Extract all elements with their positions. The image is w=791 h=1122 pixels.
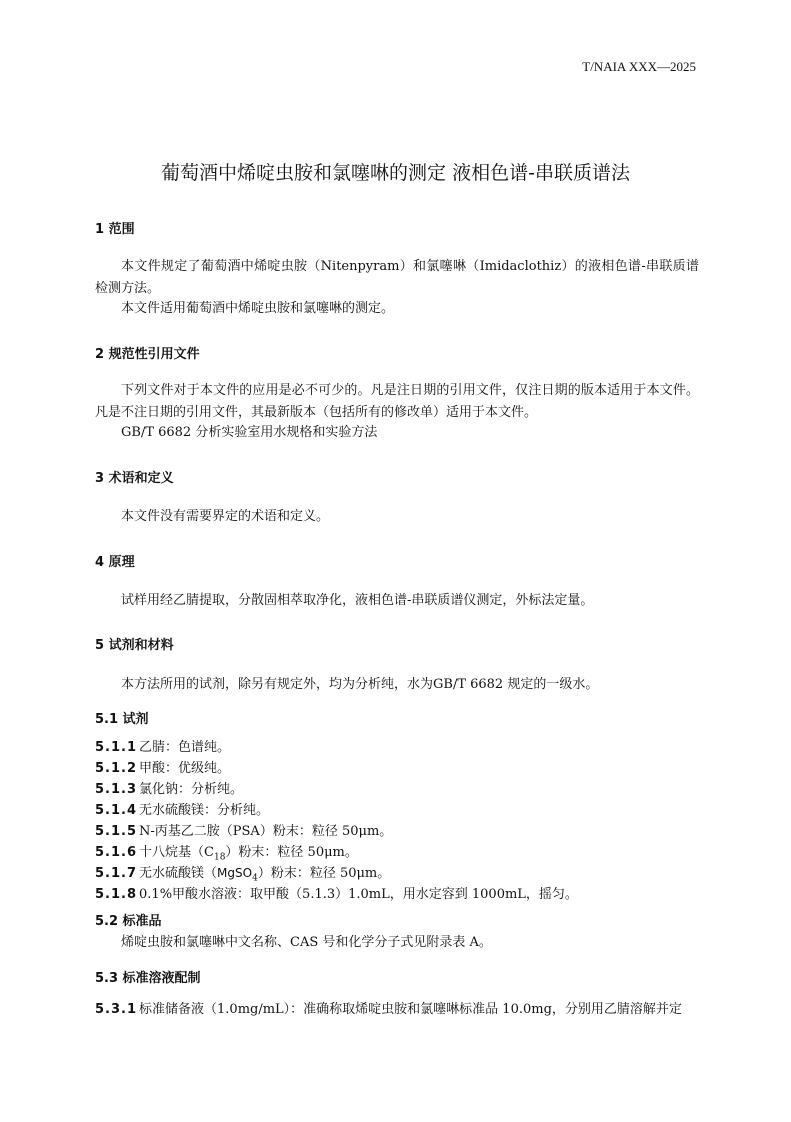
item-number: 5.1.7	[95, 866, 138, 881]
section-5-1-heading: 5.1 试剂	[95, 712, 149, 727]
section-5-2-heading: 5.2 标准品	[95, 914, 162, 929]
section-1-heading: 1 范围	[95, 222, 135, 237]
section-2-paragraph-1: 下列文件对于本文件的应用是必不可少的。凡是注日期的引用文件，仅注日期的版本适用于本文件。凡是不注日期的引用文件，其最新版本（包括所有的修改单）适用于本文件。	[95, 383, 699, 420]
section-2-heading: 2 规范性引用文件	[95, 347, 200, 362]
subscript: 4	[252, 873, 258, 884]
reagent-item	[95, 799, 269, 818]
reagent-item	[95, 736, 230, 755]
item-text-pre: 十八烷基（C	[139, 845, 214, 860]
document-title: 葡萄酒中烯啶虫胺和氯噻啉的测定 液相色谱-串联质谱法	[161, 162, 630, 184]
reagent-item	[95, 820, 392, 839]
section-3-paragraph: 本文件没有需要界定的术语和定义。	[121, 509, 330, 524]
item-text-pre: 无水硫酸镁（	[139, 866, 218, 881]
item-number: 5.1.6	[95, 845, 138, 860]
document-number: T/NAIA XXX—2025	[582, 59, 696, 74]
item-text: 0.1%甲酸水溶液：取甲酸（5.1.3）1.0mL，用水定容到 1000mL，摇匀。	[139, 887, 578, 902]
item-number: 5.1.5	[95, 824, 138, 839]
reagent-item	[95, 778, 243, 797]
section-5-2-paragraph: 烯啶虫胺和氯噻啉中文名称、CAS 号和化学分子式见附录表 A。	[121, 935, 492, 950]
item-text: 无水硫酸镁：分析纯。	[139, 803, 270, 818]
section-1-paragraph-2: 本文件适用葡萄酒中烯啶虫胺和氯噻啉的测定。	[121, 301, 395, 316]
item-number: 5.1.4	[95, 803, 138, 818]
section-3-heading: 3 术语和定义	[95, 471, 174, 486]
section-5-paragraph: 本方法所用的试剂，除另有规定外，均为分析纯，水为GB/T 6682 规定的一级水。	[121, 677, 599, 692]
reagent-item	[95, 757, 230, 776]
item-text-post: ）粉末：粒径 50μm。	[257, 866, 391, 881]
item-number: 5.1.2	[95, 761, 138, 776]
item-number: 5.3.1	[95, 1002, 138, 1017]
formula: MgSO	[217, 866, 253, 880]
reagent-item	[95, 862, 390, 884]
section-4-heading: 4 原理	[95, 555, 135, 570]
section-2-paragraph-2: GB/T 6682 分析实验室用水规格和实验方法	[121, 425, 378, 440]
item-text: 甲酸：优级纯。	[139, 761, 231, 776]
item-text: 标准储备液（1.0mg/mL）：准确称取烯啶虫胺和氯噻啉标准品 10.0mg，分别用乙腈溶解并定	[139, 1002, 682, 1017]
item-text: 氯化钠：分析纯。	[139, 782, 244, 797]
item-number: 5.1.8	[95, 887, 138, 902]
section-5-heading: 5 试剂和材料	[95, 638, 174, 653]
reagent-item	[95, 841, 358, 863]
reagent-item	[95, 883, 578, 902]
standard-solution-item	[95, 998, 682, 1017]
section-1-paragraph-1: 本文件规定了葡萄酒中烯啶虫胺（Nitenpyram）和氯噻啉（Imidaclothiz）的液相色谱-串联质谱检测方法。	[95, 259, 699, 296]
item-text: N-丙基乙二胺（PSA）粉末：粒径 50μm。	[139, 824, 393, 839]
section-4-paragraph: 试样用经乙腈提取，分散固相萃取净化，液相色谱-串联质谱仪测定，外标法定量。	[121, 593, 594, 608]
item-number: 5.1.1	[95, 740, 138, 755]
subscript: 18	[213, 852, 226, 863]
item-number: 5.1.3	[95, 782, 138, 797]
item-text-post: ）粉末：粒径 50μm。	[225, 845, 358, 860]
item-text: 乙腈：色谱纯。	[139, 740, 231, 755]
section-5-3-heading: 5.3 标准溶液配制	[95, 971, 201, 986]
